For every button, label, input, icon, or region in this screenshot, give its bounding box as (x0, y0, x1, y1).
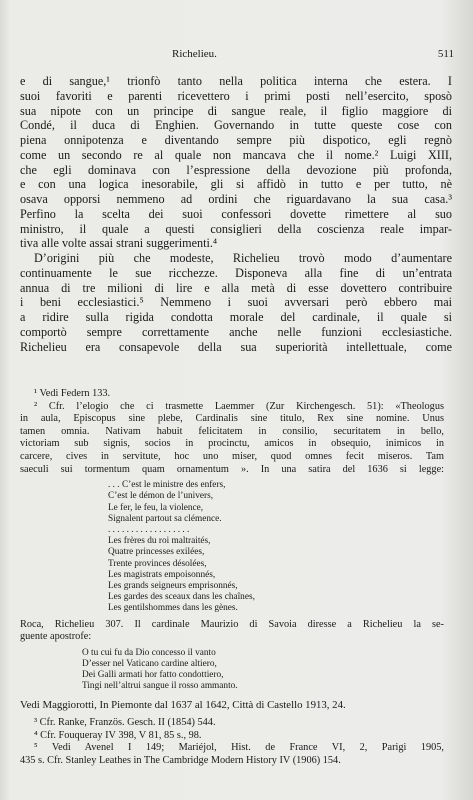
text-line: piena onnipotenza e diventando sempre più dispotico, egli regnò (20, 133, 452, 147)
footnote-5-line: ⁵ Vedi Avenel I 149; Mariéjol, Hist. de France VI, 2, Parigi 1905, (34, 742, 444, 754)
text-line: ministro, il quale a questi consiglieri della coscienza reale impar- (20, 221, 452, 236)
running-title: Richelieu. (172, 48, 217, 60)
text-line: Perfino la scelta dei suoi confessori dovette rimettere al suo (20, 206, 452, 221)
text-line: D’origini più che modeste, Richelieu trovò modo d’aumentare (34, 251, 452, 265)
footnotes (20, 388, 444, 768)
verse-line: Les frères du roi maltraités, (108, 536, 211, 547)
verse-line: Signalent partout sa clémence. (108, 513, 222, 524)
page-number: 511 (437, 48, 454, 60)
text-line: sua nipote con un principe di sangue reale, il figlio maggiore di (20, 103, 452, 118)
verse-line: D’esser nel Vaticano cardine altiero, (82, 658, 217, 669)
text-line: come un secondo re al quale non mancava che il nome.² Luigi XIII, (20, 147, 452, 162)
verse-line: O tu cui fu da Dio concesso il vanto (82, 647, 216, 658)
text-line: a ridire sulla rigida condotta morale del cardinale, il quale si (20, 310, 452, 324)
text-line: che egli dominava con l’espressione della devozione più profonda, (20, 162, 452, 177)
verse-line: Les gardes des sceaux dans les chaînes, (108, 592, 255, 603)
verse-line: Les gentilshommes dans les gènes. (108, 603, 238, 614)
text-line: tiva alle volte assai strani suggerimenti.⁴ (20, 236, 218, 251)
verse-line: Quatre princesses exilées, (108, 547, 205, 558)
footnote-2-line: in aula, Episcopus sine plebe, Cardinalis sine titulo, Rex sine nomine. Unus (20, 413, 444, 425)
verse-line: . . . C’est le ministre des enfers, (108, 480, 226, 491)
verse-line: Le fer, le feu, la violence, (108, 502, 204, 513)
footnote-2-line: carcere, cives in servitute, hoc uno miser, quod omnes fecit miseros. Tam (20, 450, 444, 462)
text-line: i beni ecclesiastici.⁵ Nemmeno i suoi avversari però ebbero mai (20, 295, 452, 310)
verse-line: C’est le démon de l’univers, (108, 491, 214, 502)
verse-line: Dei Galli armati hor fatto condottiero, (82, 670, 224, 681)
footnote-1: ¹ Vedi Federn 133. (34, 388, 111, 399)
verse-ellipsis: . . . . . . . . . . . . . . . . . . (108, 524, 190, 535)
footnote-2-line: tamen omnia. Nativam habuit felicitatem in consilio, securitatem in bello, (20, 425, 444, 437)
footnote-2-line: Roca, Richelieu 307. Il cardinale Maurizio di Savoia diresse a Richelieu la se- (20, 618, 444, 630)
main-text (20, 74, 452, 354)
verse-line: Tingi nell’altrui sangue il rosso ammanto. (82, 681, 238, 692)
text-line: continuamente le sue ricchezze. Disponeva alla fine di un’entrata (20, 265, 452, 280)
verse-line: Trente provinces désolées, (108, 558, 207, 569)
footnote-5-line: 435 s. Cfr. Stanley Leathes in The Cambridge Modern History IV (1906) 154. (20, 754, 341, 766)
footnote-2-line: ² Cfr. l’elogio che ci trasmette Laemmer (Zur Kirchengesch. 51): «Theologus (34, 400, 444, 412)
verse-line: Les grands seigneurs emprisonnés, (108, 580, 238, 591)
footnote-2-line: guente apostrofe: (20, 631, 92, 643)
verse-line: Les magistrats empoisonnés, (108, 569, 216, 580)
text-line: e con una logica inesorabile, gli si affidò in tutto e per tutto, nè (20, 177, 452, 192)
text-line: suoi favoriti e parenti ricevettero i primi posti nell’esercito, sposò (20, 88, 452, 103)
footnote-2-line: Vedi Maggiorotti, In Piemonte dal 1637 al 1642, Città di Castello 1913, 24. (20, 698, 346, 711)
text-line: Richelieu era consapevole della sua superiorità intellettuale, come (20, 339, 452, 354)
footnote-3: ³ Cfr. Ranke, Französ. Gesch. II (1854) 544. (34, 717, 216, 729)
text-line: comportò sempre correttamente anche nelle funzioni ecclesiastiche. (20, 324, 452, 339)
text-line: osava opporsi nemmeno ad ordini che riguardavano la sua casa.³ (20, 192, 452, 206)
footnote-2-line: victoriam sub signis, socios in procinctu, amicos in obsequio, inimicos in (20, 438, 444, 450)
text-line: annua di tre milioni di lire e alla metà di esse dovettero contribuire (20, 280, 452, 295)
footnote-4: ⁴ Cfr. Fouqueray IV 398, V 81, 85 s., 98. (34, 729, 202, 741)
footnote-2-line: saeculi sui tormentum quam ornamentum ». In una satira del 1636 si legge: (20, 463, 444, 475)
french-satire-verse (20, 480, 444, 614)
text-line: e di sangue,¹ trionfò tanto nella politica interna che estera. I (20, 74, 452, 88)
text-line: Condé, il duca di Enghien. Governando in tutte queste cose con (20, 118, 452, 133)
italian-apostrophe-verse (20, 648, 444, 693)
